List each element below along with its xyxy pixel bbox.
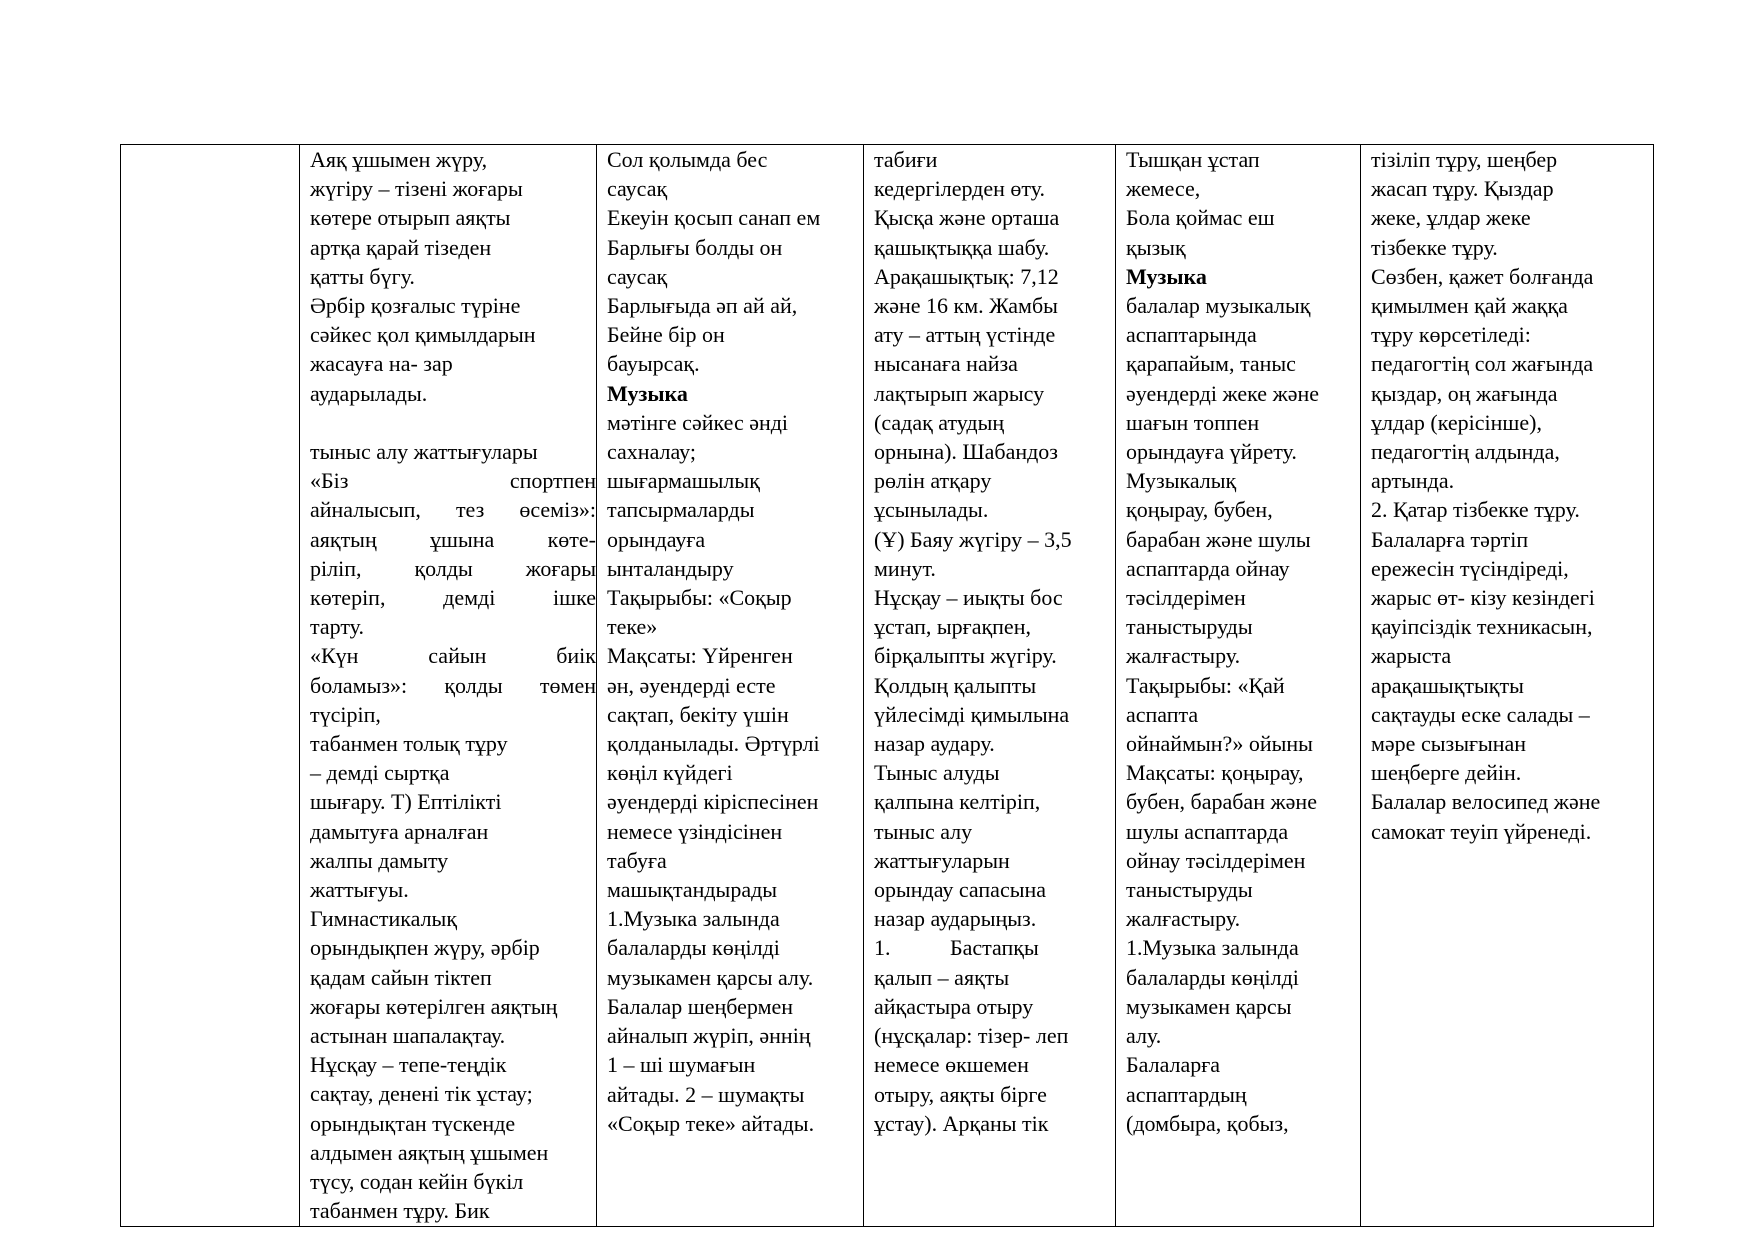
text-line: үйлесімді қимылына	[874, 701, 1070, 727]
text-line: 1 – ші шумағын	[607, 1052, 756, 1078]
text-line: Музыка	[607, 380, 688, 406]
text-line: музыкамен қарсы алу.	[607, 964, 814, 990]
text-line: рөлін атқару	[874, 468, 992, 494]
table-cell-sports	[864, 145, 1116, 1227]
text-line: лақтырып жарысу	[874, 380, 1045, 406]
text-line: Мақсаты: қоңырау,	[1126, 760, 1304, 786]
text-line: Гимнастикалық	[310, 906, 458, 932]
text-line: (Ұ) Баяу жүгіру – 3,5	[874, 526, 1072, 552]
text-line	[310, 408, 596, 437]
text-line: орындауға үйрету.	[1126, 439, 1297, 465]
text-line: қызық	[1126, 234, 1186, 260]
text-line: әуендерді жеке және	[1126, 380, 1320, 406]
text-line: аударылады.	[310, 380, 428, 406]
text-line: қатты бүгу.	[310, 263, 415, 289]
text-line: көтере отырып аяқты	[310, 205, 511, 231]
text-line	[310, 495, 596, 524]
text-line: Тышқан ұстап	[1126, 147, 1260, 172]
text-word: көте-	[547, 526, 596, 552]
text-line: көңіл күйдегі	[607, 760, 733, 786]
text-line: табанмен толық тұру	[310, 731, 508, 757]
text-line	[310, 466, 596, 495]
text-line: Балаларға	[1126, 1052, 1221, 1078]
text-line: Нұсқау – тепе-теңдік	[310, 1052, 507, 1078]
text-line: сақтау, денені тік ұстау;	[310, 1081, 533, 1107]
text-line: сахналау;	[607, 439, 696, 465]
text-line: қолданылады. Әртүрлі	[607, 731, 820, 757]
text-line: табиғи	[874, 147, 938, 172]
text-line: отыру, аяқты бірге	[874, 1081, 1047, 1107]
text-line: бубен, барабан және	[1126, 789, 1317, 815]
text-line: балалар музыкалық	[1126, 293, 1311, 319]
text-line: Барлығыда әп ай ай,	[607, 293, 798, 319]
text-line: тапсырмаларды	[607, 497, 755, 523]
text-line: тыныс алу	[874, 818, 973, 844]
text-line: Аяқ ұшымен жүру,	[310, 147, 488, 172]
text-line: 1.Музыка залында	[1126, 935, 1299, 961]
text-word: демді	[443, 585, 496, 611]
text-line: жаттығуы.	[310, 877, 409, 903]
text-line: самокат теуіп үйренеді.	[1371, 818, 1592, 844]
text-line: шағын топпен	[1126, 409, 1260, 435]
text-line: (садақ атудың	[874, 409, 1005, 435]
text-word: боламыз»:	[310, 672, 408, 698]
text-line: педагогтің сол жағында	[1371, 351, 1594, 377]
text-line	[310, 671, 596, 700]
text-line: орындықтан түскенде	[310, 1110, 516, 1136]
text-line: қарапайым, таныс	[1126, 351, 1296, 377]
text-line: ойнаймын?» ойыны	[1126, 731, 1313, 757]
text-line: Қолдың қалыпты	[874, 672, 1037, 698]
text-line: Музыкалық	[1126, 468, 1237, 494]
text-line: жүгіру – тізені жоғары	[310, 176, 523, 202]
text-line: бауырсақ.	[607, 351, 700, 377]
text-line: сақтап, бекіту үшін	[607, 701, 789, 727]
table-cell-exercises	[300, 145, 597, 1227]
text-word: спортпен	[509, 468, 596, 494]
text-line: ұстау). Арқаны тік	[874, 1110, 1049, 1136]
text-line: шығармашылық	[607, 468, 760, 494]
text-line: тәсілдерімен	[1126, 585, 1246, 611]
text-line: орындау сапасына	[874, 877, 1047, 903]
text-line: Барлығы болды он	[607, 234, 783, 260]
text-line: тұру көрсетіледі:	[1371, 322, 1531, 348]
text-line: машықтандырады	[607, 877, 778, 903]
text-line: Балалар велосипед және	[1371, 789, 1601, 815]
text-word: тез	[455, 497, 485, 523]
text-line: балаларды көңілді	[607, 935, 780, 961]
text-line: ойнау тәсілдерімен	[1126, 847, 1306, 873]
text-line: саусақ	[607, 176, 668, 202]
text-line: орындықпен жүру, әрбір	[310, 935, 540, 961]
text-line: қауіпсіздік техникасын,	[1371, 614, 1593, 640]
text-line: дамытуға арналған	[310, 818, 489, 844]
text-word: өсеміз»:	[519, 497, 596, 523]
table-row	[121, 145, 1654, 1227]
text-line: назар аудару.	[874, 731, 995, 757]
text-line: жеке, ұлдар жеке	[1371, 205, 1531, 231]
text-line: жаттығуларын	[874, 847, 1010, 873]
table-cell-formation	[1361, 145, 1654, 1227]
text-line: бірқалыпты жүгіру.	[874, 643, 1057, 669]
text-line	[310, 554, 596, 583]
text-line: теке»	[607, 614, 658, 640]
text-line: жасап тұру. Қыздар	[1371, 176, 1554, 202]
text-line: айналып жүріп, әннің	[607, 1023, 811, 1049]
text-line: Нұсқау – иықты бос	[874, 585, 1063, 611]
text-line: алдымен аяқтың ұшымен	[310, 1139, 549, 1165]
text-line: Екеуін қосып санап ем	[607, 205, 821, 231]
text-line: аспапта	[1126, 701, 1199, 727]
text-word: қолды	[444, 672, 503, 698]
text-line: әуендерді кіріспесінен	[607, 789, 819, 815]
text-line: тыныс алу жаттығулары	[310, 439, 538, 465]
text-line: орнына). Шабандоз	[874, 439, 1058, 465]
text-word: аяқтың	[310, 526, 377, 552]
text-line: ұсынылады.	[874, 497, 989, 523]
text-line: Мақсаты: Үйренген	[607, 643, 793, 669]
text-line: және 16 км. Жамбы	[874, 293, 1058, 319]
text-line: Әрбір қозғалыс түріне	[310, 293, 521, 319]
text-line: музыкамен қарсы	[1126, 993, 1292, 1019]
text-line: сәйкес қол қимылдарын	[310, 322, 536, 348]
text-word: ріліп,	[310, 555, 362, 581]
text-line: шулы аспаптарда	[1126, 818, 1289, 844]
text-line: қалпына келтіріп,	[874, 789, 1041, 815]
text-line: ұстап, ырғақпен,	[874, 614, 1031, 640]
text-line: қашықтыққа шабу.	[874, 234, 1050, 260]
text-line: нысанаға найза	[874, 351, 1018, 377]
text-line: жасауға на- зар	[310, 351, 453, 377]
text-line	[310, 525, 596, 554]
text-word: ішке	[553, 585, 596, 611]
list-text: Бастапқы	[950, 935, 1039, 961]
text-line	[310, 583, 596, 612]
text-line: Қысқа және орташа	[874, 205, 1060, 231]
text-line: тарту.	[310, 614, 364, 640]
text-line: түсу, содан кейін бүкіл	[310, 1169, 524, 1195]
text-line: сақтауды еске салады –	[1371, 701, 1590, 727]
text-word: ұшына	[430, 526, 495, 552]
text-line: минут.	[874, 555, 936, 581]
text-line: табуға	[607, 847, 667, 873]
text-line: Тақырыбы: «Соқыр	[607, 585, 792, 611]
text-line: жалғастыру.	[1126, 906, 1241, 932]
text-line: артқа қарай тізеден	[310, 234, 492, 260]
text-word: биік	[556, 643, 596, 669]
text-line: қимылмен қай жаққа	[1371, 293, 1568, 319]
text-line: Арақашықтық: 7,12	[874, 263, 1059, 289]
text-line	[874, 933, 1115, 962]
text-line: саусақ	[607, 263, 668, 289]
text-line: Музыка	[1126, 263, 1207, 289]
text-line: айтады. 2 – шумақты	[607, 1081, 805, 1107]
text-line: балаларды көңілді	[1126, 964, 1299, 990]
text-line	[310, 641, 596, 670]
text-line: тізіліп тұру, шеңбер	[1371, 147, 1558, 172]
text-line: алу.	[1126, 1023, 1162, 1049]
text-line: таныстыруды	[1126, 877, 1253, 903]
text-line: арақашықтықты	[1371, 672, 1524, 698]
text-line: немесе үзіндісінен	[607, 818, 783, 844]
text-line: жалғастыру.	[1126, 643, 1241, 669]
text-line: табанмен тұру. Бик	[310, 1198, 490, 1224]
text-line: Тақырыбы: «Қай	[1126, 672, 1285, 698]
text-line: Бейне бір он	[607, 322, 725, 348]
text-line: ынталандыру	[607, 555, 734, 581]
text-line: артында.	[1371, 468, 1455, 494]
text-line: қалып – аяқты	[874, 964, 1010, 990]
table-cell-music-instruments	[1116, 145, 1361, 1227]
text-line: астынан шапалақтау.	[310, 1023, 506, 1049]
text-line: ән, әуендерді есте	[607, 672, 776, 698]
text-line: жарыста	[1371, 643, 1452, 669]
text-line: орындауға	[607, 526, 706, 552]
text-line: аспаптардың	[1126, 1081, 1247, 1107]
text-line: шығару. Т) Ептілікті	[310, 789, 502, 815]
text-line: «Соқыр теке» айтады.	[607, 1110, 815, 1136]
list-number: 1.	[874, 935, 891, 961]
text-line: Тыныс алуды	[874, 760, 1000, 786]
table-cell-empty	[121, 145, 300, 1227]
text-line: 2. Қатар тізбекке тұру.	[1371, 497, 1580, 523]
text-line: жалпы дамыту	[310, 847, 449, 873]
text-line: кедергілерден өту.	[874, 176, 1046, 202]
text-word: «Күн	[310, 643, 359, 669]
text-line: жарыс өт- кізу кезіндегі	[1371, 585, 1595, 611]
text-word: төмен	[539, 672, 596, 698]
text-word: айналысып,	[310, 497, 421, 523]
text-line: қадам сайын тіктеп	[310, 964, 492, 990]
text-word: жоғары	[525, 555, 596, 581]
text-line: – демді сыртқа	[310, 760, 450, 786]
text-line: аспаптарында	[1126, 322, 1257, 348]
text-line: (нұсқалар: тізер- леп	[874, 1023, 1069, 1049]
text-word: қолды	[414, 555, 473, 581]
text-word: көтеріп,	[310, 585, 386, 611]
text-line: (домбыра, қобыз,	[1126, 1110, 1289, 1136]
text-line: Балалар шеңбермен	[607, 993, 794, 1019]
text-line: шеңберге дейін.	[1371, 760, 1522, 786]
text-line: түсіріп,	[310, 701, 381, 727]
text-line: немесе өкшемен	[874, 1052, 1029, 1078]
text-line: қыздар, оң жағында	[1371, 380, 1558, 406]
text-line: қоңырау, бубен,	[1126, 497, 1273, 523]
text-line: барабан және шулы	[1126, 526, 1311, 552]
text-line: тізбекке тұру.	[1371, 234, 1498, 260]
text-line: ережесін түсіндіреді,	[1371, 555, 1569, 581]
text-line: Сол қолымда бес	[607, 147, 768, 172]
text-line: мәтінге сәйкес әнді	[607, 409, 789, 435]
text-line: Балаларға тәртіп	[1371, 526, 1529, 552]
text-line: Бола қоймас еш	[1126, 205, 1275, 231]
text-line: 1.Музыка залында	[607, 906, 780, 932]
text-line: Сөзбен, қажет болғанда	[1371, 263, 1594, 289]
text-line: айқастыра отыру	[874, 993, 1034, 1019]
plan-table	[120, 144, 1654, 1227]
table-cell-music-song	[597, 145, 864, 1227]
text-line: педагогтің алдында,	[1371, 439, 1560, 465]
text-word: «Біз	[310, 468, 349, 494]
text-line: аспаптарда ойнау	[1126, 555, 1290, 581]
text-line: ату – аттың үстінде	[874, 322, 1056, 348]
text-line: жоғары көтерілген аяқтың	[310, 993, 558, 1019]
text-line: таныстыруды	[1126, 614, 1253, 640]
text-line: ұлдар (керісінше),	[1371, 409, 1542, 435]
text-line: мәре сызығынан	[1371, 731, 1527, 757]
text-line: назар аударыңыз.	[874, 906, 1037, 932]
text-line: жемесе,	[1126, 176, 1201, 202]
text-word: сайын	[428, 643, 487, 669]
